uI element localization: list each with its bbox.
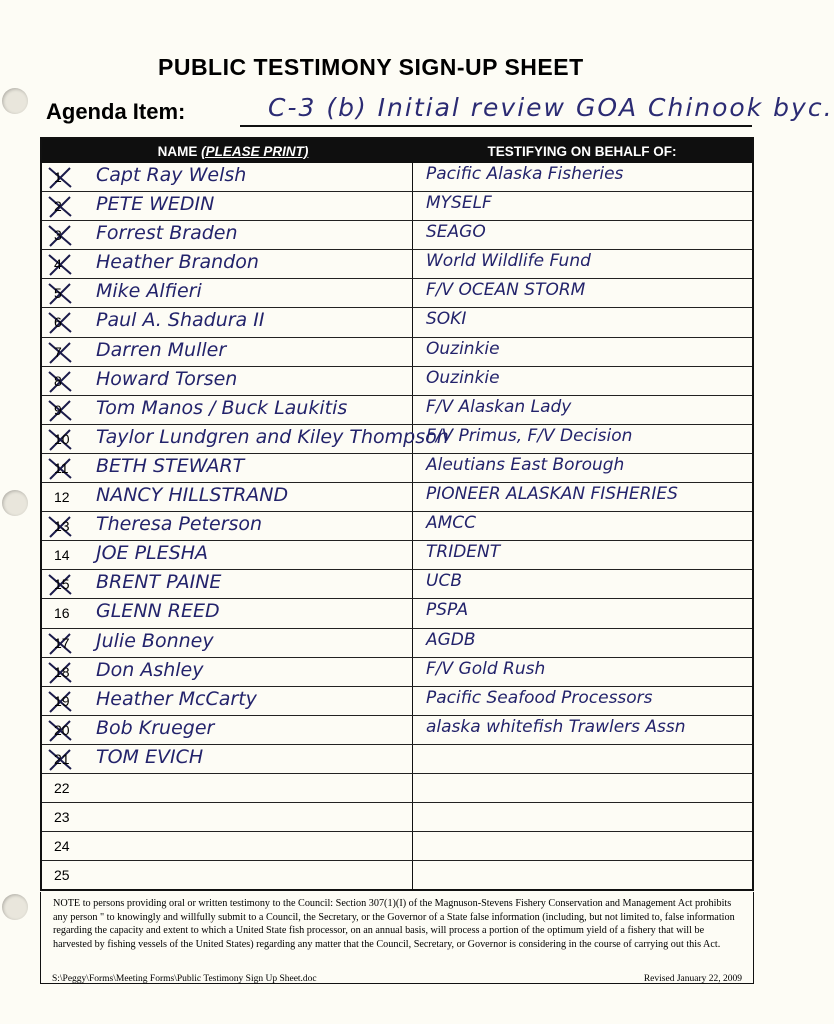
table-row (42, 250, 752, 279)
table-row (42, 861, 752, 890)
name-column-header (42, 144, 412, 159)
behalf-cell[interactable]: Aleutians East Borough (426, 454, 625, 475)
name-cell[interactable]: PETE WEDIN (96, 193, 215, 216)
behalf-cell[interactable]: SOKI (426, 309, 467, 330)
behalf-cell[interactable]: World Wildlife Fund (426, 251, 591, 272)
table-row (42, 512, 752, 541)
name-cell[interactable]: JOE PLESHA (96, 542, 208, 565)
table-row (42, 192, 752, 221)
row-number: 24 (54, 838, 70, 855)
row-number: 14 (54, 547, 70, 564)
table-row (42, 221, 752, 250)
name-cell[interactable]: Heather Brandon (96, 251, 259, 274)
behalf-cell[interactable]: SEAGO (426, 222, 486, 243)
row-number: 2 (54, 198, 62, 215)
row-number: 11 (54, 459, 69, 476)
footer-revised: Revised January 22, 2009 (643, 974, 742, 984)
page-title: PUBLIC TESTIMONY SIGN-UP SHEET (158, 54, 584, 80)
behalf-cell[interactable]: AGDB (426, 629, 476, 650)
name-cell[interactable]: Mike Alfieri (96, 280, 202, 303)
name-cell[interactable]: Bob Krueger (96, 716, 215, 739)
name-cell[interactable]: Julie Bonney (96, 629, 214, 652)
punch-hole-bottom (2, 894, 28, 920)
table-row (42, 716, 752, 745)
name-cell[interactable]: GLENN REED (96, 600, 220, 623)
table-row (42, 163, 752, 192)
row-number: 23 (54, 809, 70, 826)
name-cell[interactable]: Tom Manos / Buck Laukitis (96, 396, 348, 419)
table-row (42, 367, 752, 396)
row-number: 19 (54, 692, 70, 709)
table-row (42, 629, 752, 658)
behalf-cell[interactable]: AMCC (426, 513, 477, 534)
table-row (42, 570, 752, 599)
row-number: 12 (54, 489, 70, 506)
table-row (42, 658, 752, 687)
agenda-underline (240, 125, 752, 127)
name-header-hint: (PLEASE PRINT) (201, 143, 309, 159)
row-number: 18 (54, 663, 70, 680)
agenda-item (40, 93, 834, 129)
behalf-cell[interactable]: alaska whitefish Trawlers Assn (426, 716, 686, 737)
table-row (42, 599, 752, 628)
legal-note: NOTE to persons providing oral or written testimony to the Council: Section 307(1)(I) of the Magnuson-Stevens Fishery Conservation and Management Act prohibits any person " to knowingly and willfully submit to a Council, the Secretary, or the Governor of a State false information (including, but not limited to, false information regarding the capacity and extent to which a United State fish processor, on an annual basis, will process a portion of the optimum yield of a fishery that will be harvested by fishing vessels of the United States) regarding any matter that the Council, Secretary, or Governor is considering in the course of carrying out this Act. (40, 892, 754, 984)
table-row (42, 454, 752, 483)
behalf-cell[interactable]: F/V Gold Rush (426, 658, 546, 679)
row-number: 7 (54, 343, 62, 360)
behalf-cell[interactable]: TRIDENT (426, 542, 501, 563)
behalf-cell[interactable]: F/V Alaskan Lady (426, 396, 572, 417)
footer (52, 974, 742, 984)
name-cell[interactable]: BETH STEWART (96, 454, 245, 477)
name-cell[interactable]: NANCY HILLSTRAND (96, 484, 289, 507)
table-row (42, 483, 752, 512)
name-cell[interactable]: Theresa Peterson (96, 513, 263, 536)
behalf-cell[interactable]: MYSELF (426, 193, 492, 214)
table-row (42, 774, 752, 803)
behalf-cell[interactable]: Pacific Seafood Processors (426, 687, 653, 708)
row-number: 15 (54, 576, 70, 593)
behalf-cell[interactable]: F/V Primus, F/V Decision (426, 425, 633, 446)
behalf-cell[interactable]: UCB (426, 571, 462, 592)
behalf-cell[interactable]: F/V OCEAN STORM (426, 280, 586, 301)
name-cell[interactable]: Darren Muller (96, 338, 227, 361)
table-body (42, 163, 752, 889)
name-cell[interactable]: Howard Torsen (96, 367, 238, 390)
footer-path: S:\Peggy\Forms\Meeting Forms\Public Testimony Sign Up Sheet.doc (52, 974, 317, 984)
table-row (42, 745, 752, 774)
name-cell[interactable]: Heather McCarty (96, 687, 257, 710)
row-number: 21 (54, 750, 70, 767)
signup-table (40, 137, 754, 891)
name-cell[interactable]: TOM EVICH (96, 745, 204, 768)
row-number: 17 (54, 634, 70, 651)
table-row (42, 425, 752, 454)
row-number: 4 (54, 256, 62, 273)
punch-hole-middle (2, 490, 28, 516)
row-number: 6 (54, 314, 62, 331)
row-number: 22 (54, 779, 70, 796)
table-row (42, 338, 752, 367)
row-number: 9 (54, 401, 62, 418)
row-number: 8 (54, 372, 62, 389)
behalf-cell[interactable]: Pacific Alaska Fisheries (426, 164, 624, 184)
table-row (42, 308, 752, 337)
behalf-cell[interactable]: PIONEER ALASKAN FISHERIES (426, 484, 678, 505)
row-number: 16 (54, 605, 70, 622)
behalf-cell[interactable]: Ouzinkie (426, 338, 500, 359)
row-number: 1 (54, 169, 62, 185)
row-number: 5 (54, 285, 62, 302)
table-header (42, 139, 752, 163)
row-number: 25 (54, 867, 70, 884)
agenda-value[interactable]: C-3 (b) Initial review GOA Chinook byc. (268, 93, 834, 122)
name-cell[interactable]: Capt Ray Welsh (96, 164, 247, 186)
row-number: 10 (54, 430, 70, 447)
agenda-label: Agenda Item: (46, 99, 186, 124)
name-cell[interactable]: Forrest Braden (96, 222, 238, 245)
behalf-cell[interactable]: PSPA (426, 600, 469, 621)
name-cell[interactable]: BRENT PAINE (96, 571, 222, 594)
table-row (42, 279, 752, 308)
behalf-column-header: TESTIFYING ON BEHALF OF: (487, 143, 677, 159)
row-number: 13 (54, 518, 70, 535)
name-cell[interactable]: Taylor Lundgren and Kiley Thompson (96, 425, 449, 448)
row-number: 20 (54, 721, 70, 738)
table-row (42, 541, 752, 570)
table-row (42, 803, 752, 832)
behalf-cell[interactable]: Ouzinkie (426, 367, 500, 388)
table-row (42, 687, 752, 716)
name-header-label: NAME (157, 143, 198, 159)
name-cell[interactable]: Don Ashley (96, 658, 204, 681)
table-row (42, 396, 752, 425)
name-cell[interactable]: Paul A. Shadura II (96, 309, 265, 332)
table-row (42, 832, 752, 861)
punch-hole-top (2, 88, 28, 114)
row-number: 3 (54, 227, 62, 244)
